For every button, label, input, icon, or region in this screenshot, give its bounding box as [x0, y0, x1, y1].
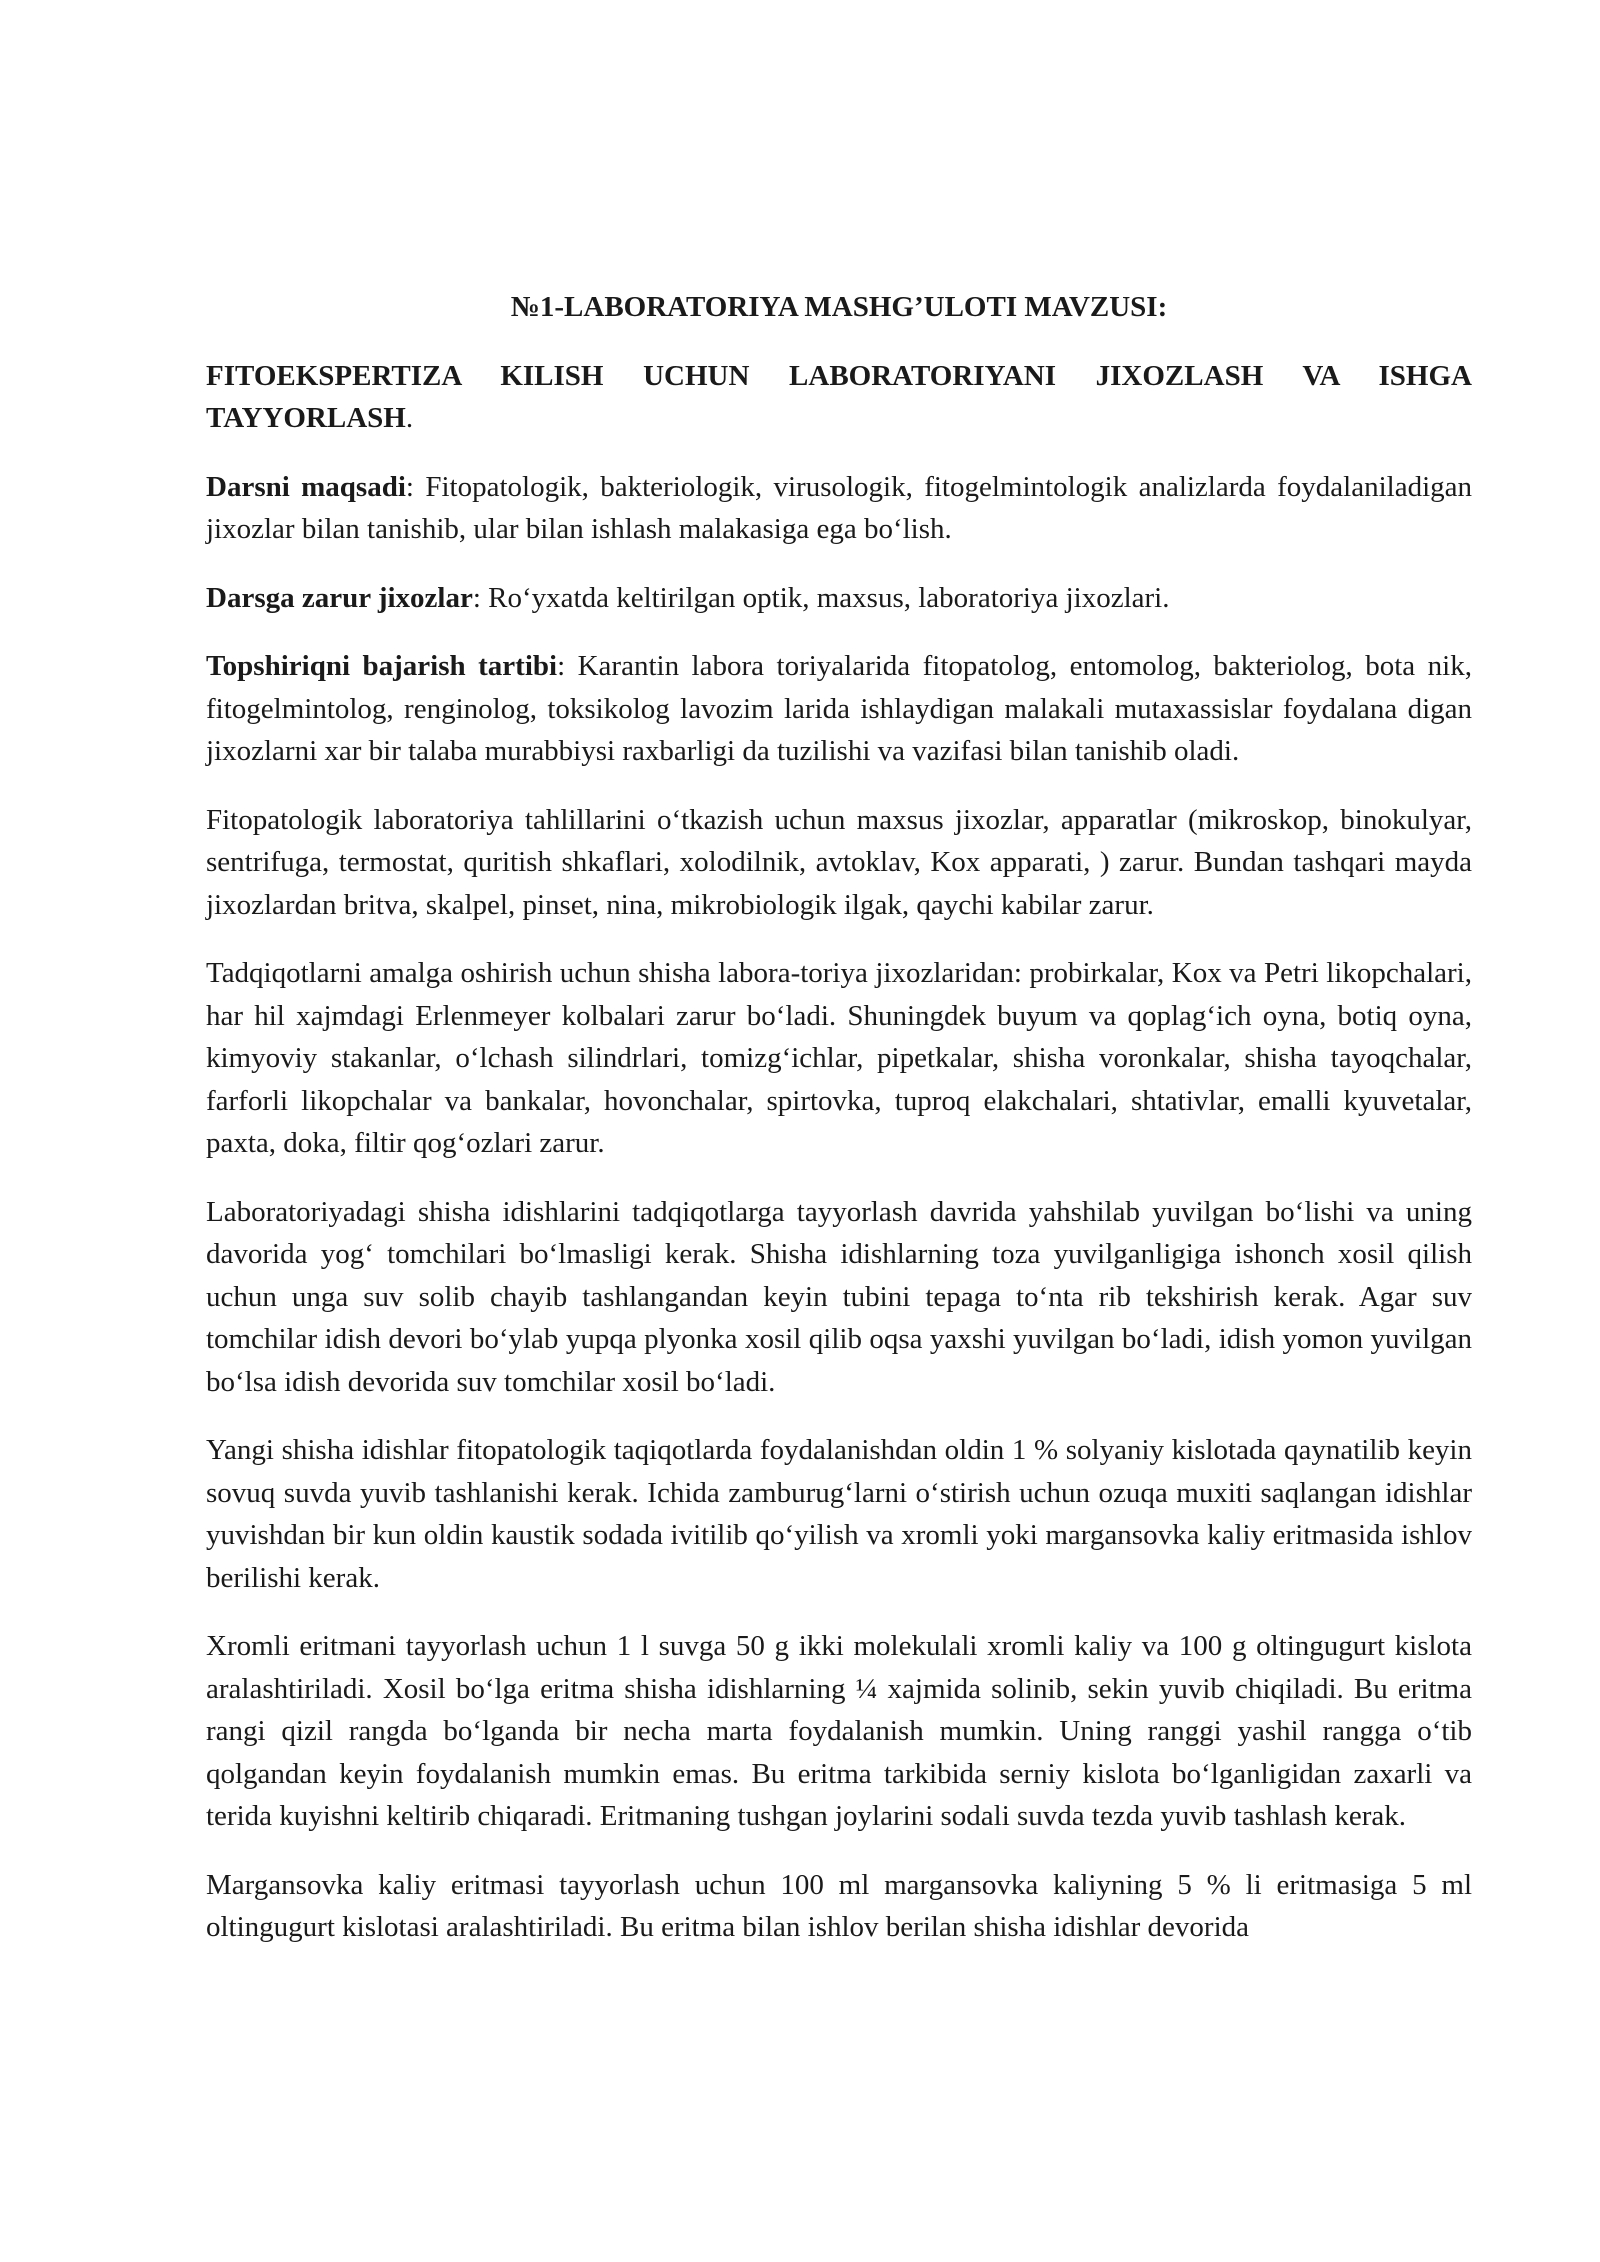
topic-heading-end: .	[405, 402, 414, 434]
aim-label: Darsni maqsadi	[206, 470, 406, 503]
body-paragraph: Tadqiqotlarni amalga oshirish uchun shisha labora-toriya jixozlaridan: probirkalar, Kox va Petri likopchalari, har hil xajmdagi Erlenmeyer kolbalari zarur bo‘ladi. Shuningdek buyum va qoplag‘ich oyna, botiq oyna, kimyoviy stakanlar, o‘lchash silindrlari, tomizg‘ichlar, pipetkalar, shisha voronkalar, shisha tayoqchalar, farforli likopchalar va bankalar, hovonchalar, spirtovka, tuproq elakchalari, shtativlar, emalli kyuvetalar, paxta, doka, filtir qog‘ozlari zarur.	[206, 957, 1472, 1159]
body-paragraph: Laboratoriyadagi shisha idishlarini tadqiqotlarga tayyorlash davrida yahshilab yuvilgan bo‘lishi va uning davorida yog‘ tomchilari bo‘lmasligi kerak. Shisha idishlarning toza yuvilganligiga ishonch xosil qilish uchun unga suv solib chayib tashlangandan keyin tubini tepaga to‘nta rib tekshirish kerak. Agar suv tomchilar idish devori bo‘ylab yupqa plyonka xosil qilib oqsa yaxshi yuvilgan bo‘ladi, idish yomon yuvilgan bo‘lsa idish devorida suv tomchilar xosil bo‘ladi.	[206, 1195, 1472, 1398]
topic-heading-text: FITOEKSPERTIZA KILISH UCHUN LABORATORIYANI JIXOZLASH VA ISHGA TAYYORLASH	[206, 359, 1472, 434]
body-paragraph: Xromli eritmani tayyorlash uchun 1 l suvga 50 g ikki molekulali xromli kaliy va 100 g oltingugurt kislota aralashtiriladi. Xosil bo‘lga eritma shisha idishlarning ¼ xajmida solinib, sekin yuvib chiqiladi. Bu eritma rangi qizil rangda bo‘lganda bir necha marta foydalanish mumkin. Uning ranggi yashil rangga o‘tib qolgandan keyin foydalanish mumkin emas. Bu eritma tarkibida serniy kislota bo‘lganligidan zaxarli va terida kuyishni keltirib chiqaradi. Eritmaning tushgan joylarini sodali suvda tezda yuvib tashlash kerak.	[206, 1630, 1472, 1832]
topic-heading	[206, 355, 1472, 440]
page-title: №1-LABORATORIYA MASHG’ULOTI MAVZUSI:	[510, 291, 1168, 323]
equipment-paragraph	[206, 577, 1472, 620]
procedure-text: : Karantin labora toriyalarida fitopatolog, entomolog, bakteriolog, bota nik, fitogelmintolog, renginolog, toksikolog lavozim larida ishlaydigan malakali mutaxassislar foydalana digan jixozlarni xar bir talaba murabbiysi raxbarligi da tuzilishi va vazifasi bilan tanishib oladi.	[206, 650, 1472, 767]
document-page	[206, 286, 1472, 1975]
aim-text: : Fitopatologik, bakteriologik, virusologik, fitogelmintologik analizlarda foydalaniladigan jixozlar bilan tanishib, ular bilan ishlash malakasiga ega bo‘lish.	[206, 470, 1472, 545]
equipment-text: : Ro‘yxatda keltirilgan optik, maxsus, laboratoriya jixozlari.	[472, 581, 1170, 614]
body-paragraph: Fitopatologik laboratoriya tahlillarini o‘tkazish uchun maxsus jixozlar, apparatlar (mikroskop, binokulyar, sentrifuga, termostat, quritish shkaflari, xolodilnik, avtoklav, Kox apparati, ) zarur. Bundan tashqari mayda jixozlardan britva, skalpel, pinset, nina, mikrobiologik ilgak, qaychi kabilar zarur.	[206, 803, 1472, 921]
procedure-paragraph	[206, 645, 1472, 773]
aim-paragraph	[206, 466, 1472, 551]
body-paragraph: Yangi shisha idishlar fitopatologik taqiqotlarda foydalanishdan oldin 1 % solyaniy kislotada qaynatilib keyin sovuq suvda yuvib tashlanishi kerak. Ichida zamburug‘larni o‘stirish uchun ozuqa muxiti saqlangan idishlar yuvishdan bir kun oldin kaustik sodada ivitilib qo‘yilish va xromli yoki margansovka kaliy eritmasida ishlov berilishi kerak.	[206, 1434, 1472, 1594]
body-paragraph: Margansovka kaliy eritmasi tayyorlash uchun 100 ml margansovka kaliyning 5 % li eritmasiga 5 ml oltingugurt kislotasi aralashtiriladi. Bu eritma bilan ishlov berilan shisha idishlar devorida	[206, 1868, 1472, 1943]
equipment-label: Darsga zarur jixozlar	[206, 581, 473, 614]
procedure-label: Topshiriqni bajarish tartibi	[206, 650, 558, 682]
